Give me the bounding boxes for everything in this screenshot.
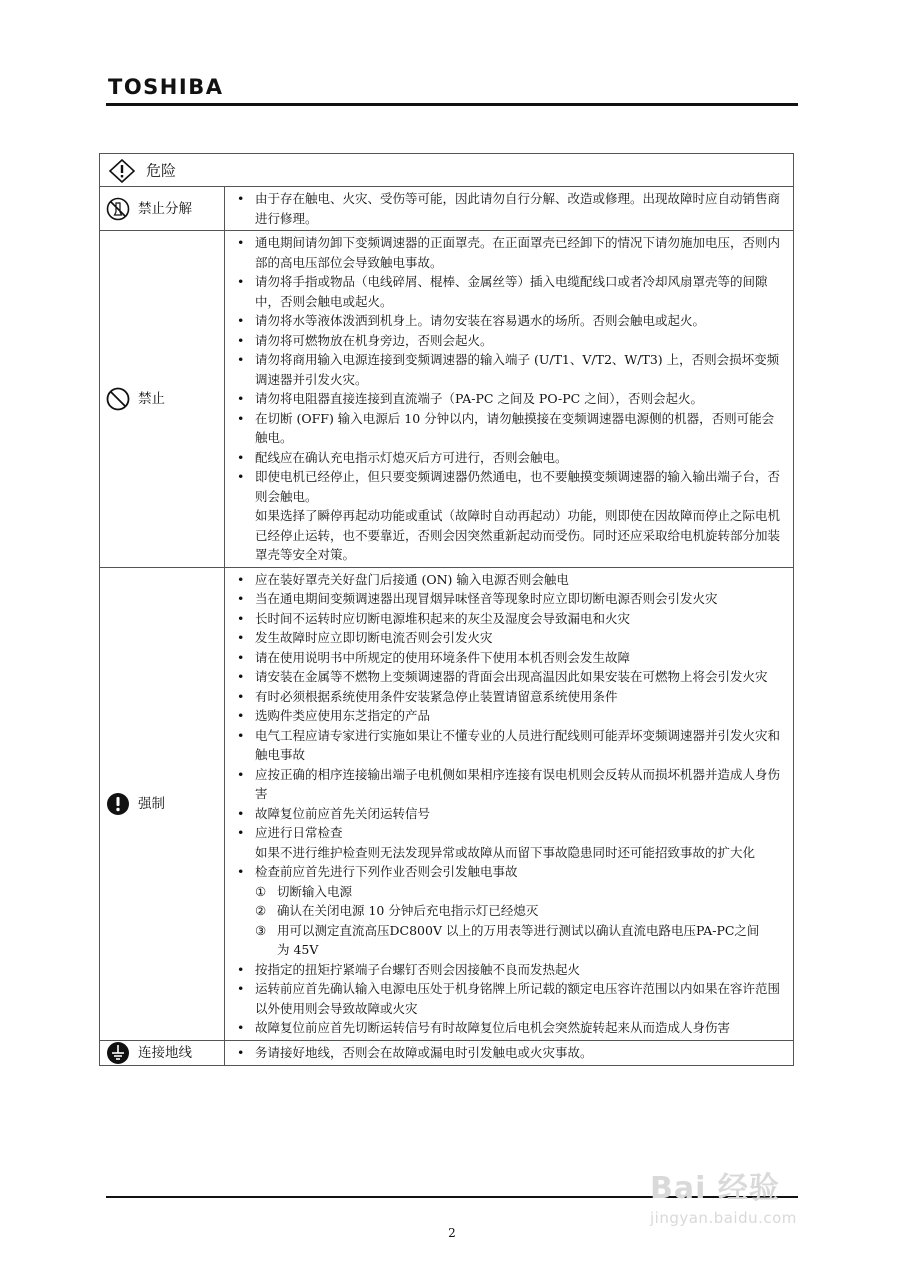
list-item: • 请勿将商用输入电源连接到变频调速器的输入端子 (U/T1、V/T2、W/T3) 上，否则会损坏变频调速器并引发火灾。: [235, 350, 785, 389]
list-item: • 有时必须根据系统使用条件安装紧急停止装置请留意系统使用条件: [235, 687, 785, 707]
label-no-disassemble: 禁止分解: [138, 200, 192, 217]
danger-table: [99, 153, 794, 1066]
row-prohibited: [100, 231, 794, 568]
content-cell: [225, 567, 794, 1040]
label-cell: [100, 187, 225, 231]
label-mandatory: 强制: [138, 795, 165, 812]
step-item: ② 确认在关闭电源 10 分钟后充电指示灯已经熄灭: [255, 903, 539, 918]
ground-icon: [106, 1041, 130, 1065]
list-item: • 请勿将电阻器直接连接到直流端子（PA-PC 之间及 PO-PC 之间），否则会起火。: [235, 389, 785, 409]
list-item: • 长时间不运转时应切断电源堆积起来的灰尘及湿度会导致漏电和火灾: [235, 609, 785, 629]
list-item: • 选购件类应使用东芝指定的产品: [235, 706, 785, 726]
warning-diamond-icon: [108, 159, 136, 183]
mandatory-icon: [106, 792, 130, 816]
list-item: • 由于存在触电、火灾、受伤等可能，因此请勿自行分解、改造或修理。出现故障时应自动销售商进行修理。: [235, 189, 785, 228]
danger-header: [100, 154, 794, 187]
list-item: • 请在使用说明书中所规定的使用环境条件下使用本机否则会发生故障: [235, 648, 785, 668]
list-item: • 即使电机已经停止，但只要变频调速器仍然通电，也不要触摸变频调速器的输入输出端子台，否则会触电。: [235, 467, 785, 506]
label-cell: [100, 1040, 225, 1065]
list-item: • 在切断 (OFF) 输入电源后 10 分钟以内，请勿触摸接在变频调速器电源侧的机器，否则可能会触电。: [235, 409, 785, 448]
step-item: ① 切断输入电源: [255, 883, 353, 899]
list-item: • 电气工程应请专家进行实施如果让不懂专业的人员进行配线则可能弄坏变频调速器并引发火灾和触电事故: [235, 726, 785, 765]
list-item: • 请勿将可燃物放在机身旁边，否则会起火。: [235, 331, 785, 351]
list-item: • 发生故障时应立即切断电流否则会引发火灾: [235, 628, 785, 648]
list-item: • 配线应在确认充电指示灯熄灭后方可进行，否则会触电。: [235, 448, 785, 468]
watermark-main: Bai 经验: [650, 1171, 780, 1206]
row-mandatory: [100, 567, 794, 1040]
label-cell: [100, 231, 225, 568]
list-item: • 故障复位前应首先切断运转信号有时故障复位后电机会突然旋转起来从而造成人身伤害: [235, 1018, 785, 1038]
inspection-note: 如果不进行维护检查则无法发现异常或故障从而留下事故隐患同时还可能招致事故的扩大化: [255, 844, 756, 860]
danger-title: 危险: [146, 161, 177, 180]
list-item: • 应按正确的相序连接输出端子电机侧如果相序连接有误电机则会反转从而损坏机器并造成人身伤害: [235, 765, 785, 804]
danger-header-row: [100, 154, 794, 187]
page-number: 2: [448, 1226, 456, 1240]
row-ground: [100, 1040, 794, 1065]
list-item: • 务请接好地线，否则会在故障或漏电时引发触电或火灾事故。: [235, 1043, 785, 1063]
list-item: • 通电期间请勿卸下变频调速器的正面罩壳。在正面罩壳已经卸下的情况下请勿施加电压，否则内部的高电压部位会导致触电事故。: [235, 233, 785, 272]
step-continuation: 为 45V: [277, 942, 319, 957]
restart-note: 如果选择了瞬停再起动功能或重试（故障时自动再起动）功能，则即使在因故障而停止之际电机已经停止运转，也不要靠近，否则会因突然重新起动而受伤。同时还应采取给电机旋转部分加装罩壳等安全对策。: [255, 508, 781, 562]
label-prohibited: 禁止: [138, 390, 165, 407]
baidu-watermark: [650, 1163, 850, 1227]
list-item: • 请勿将手指或物品（电线碎屑、棍棒、金属丝等）插入电缆配线口或者冷却风扇罩壳等的间隙中，否则会触电或起火。: [235, 272, 785, 311]
no-disassemble-icon: [106, 197, 130, 221]
content-cell: [225, 187, 794, 231]
list-item: • 故障复位前应首先关闭运转信号: [235, 804, 785, 824]
list-item: • 应在装好罩壳关好盘门后接通 (ON) 输入电源否则会触电: [235, 570, 785, 590]
list-item: • 请勿将水等液体泼洒到机身上。请勿安装在容易遇水的场所。否则会触电或起火。: [235, 311, 785, 331]
list-item: • 请安装在金属等不燃物上变频调速器的背面会出现高温因此如果安装在可燃物上将会引发火灾: [235, 667, 785, 687]
toshiba-logo: TOSHIBA: [108, 75, 224, 99]
content-cell: [225, 231, 794, 568]
list-item: • 按指定的扭矩拧紧端子台螺钉否则会因接触不良而发热起火: [235, 960, 785, 980]
watermark-url: jingyan.baidu.com: [650, 1209, 797, 1227]
row-no-disassemble: [100, 187, 794, 231]
label-ground: 连接地线: [138, 1044, 192, 1061]
list-item: • 当在通电期间变频调速器出现冒烟异味怪音等现象时应立即切断电源否则会引发火灾: [235, 589, 785, 609]
list-item: • 应进行日常检查: [235, 823, 785, 843]
label-cell: [100, 567, 225, 1040]
content-cell: [225, 1040, 794, 1065]
prohibited-icon: [106, 387, 130, 411]
list-item: • 运转前应首先确认输入电源电压处于机身铭牌上所记载的额定电压容许范围以内如果在容许范围以外使用则会导致故障或火灾: [235, 979, 785, 1018]
list-item: • 检查前应首先进行下列作业否则会引发触电事故: [235, 862, 785, 882]
header-rule: [106, 103, 798, 106]
step-item: ③ 用可以测定直流高压DC800V 以上的万用表等进行测试以确认直流电路电压PA-PC之间: [255, 922, 760, 938]
